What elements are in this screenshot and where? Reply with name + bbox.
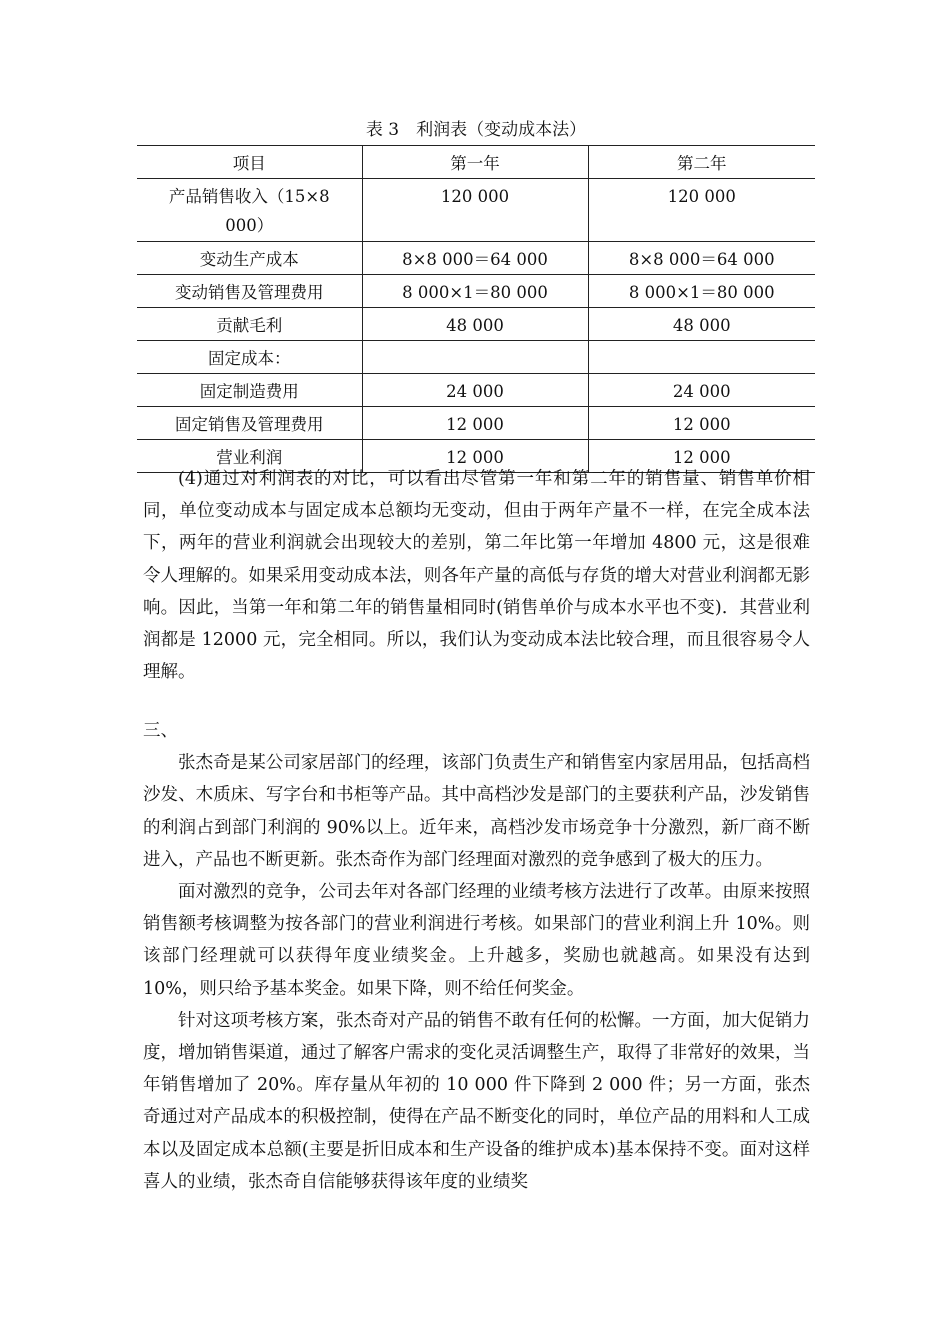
row-year1-cell: 24 000 — [362, 374, 588, 407]
profit-table — [137, 145, 815, 473]
section-3-paragraph-1: 张杰奇是某公司家居部门的经理，该部门负责生产和销售室内家居用品，包括高档沙发、木质床、写字台和书柜等产品。其中高档沙发是部门的主要获利产品，沙发销售的利润占到部门利润的 90%以上。近年来，高档沙发市场竞争十分激烈，新厂商不断进入，产品也不断更新。张杰奇作为部门经理面对激烈的竞争感到了极大的压力。 — [143, 753, 810, 870]
row-year2-cell — [588, 341, 815, 374]
section-heading: 三、 — [143, 721, 178, 741]
table-header-row — [137, 146, 815, 179]
analysis-text — [143, 463, 810, 688]
table-row — [137, 275, 815, 308]
row-year2-cell: 12 000 — [588, 440, 815, 473]
table-row — [137, 242, 815, 275]
row-year1-cell — [362, 341, 588, 374]
row-year1-cell: 12 000 — [362, 440, 588, 473]
paragraph-4: (4)通过对利润表的对比，可以看出尽管第一年和第二年的销售量、销售单价相同，单位变动成本与固定成本总额均无变动，但由于两年产量不一样，在完全成本法下，两年的营业利润就会出现较大的差别，第二年比第一年增加 4800 元，这是很难令人理解的。如果采用变动成本法，则各年产量的高低与存货的增大对营业利润都无影响。因此，当第一年和第二年的销售量相同时(销售单价与成本水平也不变)．其营业利润都是 12000 元，完全相同。所以，我们认为变动成本法比较合理，而且很容易令人理解。 — [143, 469, 810, 683]
row-item-cell: 变动生产成本 — [137, 242, 362, 275]
table-row — [137, 407, 815, 440]
row-item-cell: 变动销售及管理费用 — [137, 275, 362, 308]
row-year2-cell: 8×8 000＝64 000 — [588, 242, 815, 275]
table-row — [137, 308, 815, 341]
row-item-cell — [137, 179, 362, 242]
section-3-paragraph-2: 面对激烈的竞争，公司去年对各部门经理的业绩考核方法进行了改革。由原来按照销售额考核调整为按各部门的营业利润进行考核。如果部门的营业利润上升 10%。则该部门经理就可以获得年度业绩奖金。上升越多，奖励也就越高。如果没有达到 10%，则只给予基本奖金。如果下降，则不给任何奖金。 — [143, 882, 810, 999]
row-item-cell: 营业利润 — [137, 440, 362, 473]
column-header-year1: 第一年 — [362, 146, 588, 179]
section-3 — [143, 715, 810, 1198]
row-year2-cell: 8 000×1＝80 000 — [588, 275, 815, 308]
row-year2-cell: 48 000 — [588, 308, 815, 341]
section-3-paragraph-3: 针对这项考核方案，张杰奇对产品的销售不敢有任何的松懈。一方面，加大促销力度，增加销售渠道，通过了解客户需求的变化灵活调整生产，取得了非常好的效果，当年销售增加了 20%。库存量从年初的 10 000 件下降到 2 000 件；另一方面，张杰奇通过对产品成本的积极控制，使得在产品不断变化的同时，单位产品的用料和人工成本以及固定成本总额(主要是折旧成本和生产设备的维护成本)基本保持不变。面对这样喜人的业绩，张杰奇自信能够获得该年度的业绩奖 — [143, 1010, 810, 1192]
row-year2-cell: 120 000 — [588, 179, 815, 242]
row-item-cell: 固定销售及管理费用 — [137, 407, 362, 440]
column-header-item: 项目 — [137, 146, 362, 179]
table-caption: 表 3 利润表（变动成本法） — [365, 120, 587, 140]
row-year2-cell: 24 000 — [588, 374, 815, 407]
table-row — [137, 374, 815, 407]
column-header-year2: 第二年 — [588, 146, 815, 179]
row-year1-cell: 8 000×1＝80 000 — [362, 275, 588, 308]
row-year1-cell: 8×8 000＝64 000 — [362, 242, 588, 275]
row-item-cell: 固定制造费用 — [137, 374, 362, 407]
row-year1-cell: 120 000 — [362, 179, 588, 242]
row-item-cell: 固定成本： — [137, 341, 362, 374]
row-year2-cell: 12 000 — [588, 407, 815, 440]
table-row — [137, 179, 815, 242]
row-year1-cell: 12 000 — [362, 407, 588, 440]
row-year1-cell: 48 000 — [362, 308, 588, 341]
row-item-label: 产品销售收入（15×8 000） — [168, 187, 330, 235]
table-row — [137, 341, 815, 374]
row-item-cell: 贡献毛利 — [137, 308, 362, 341]
